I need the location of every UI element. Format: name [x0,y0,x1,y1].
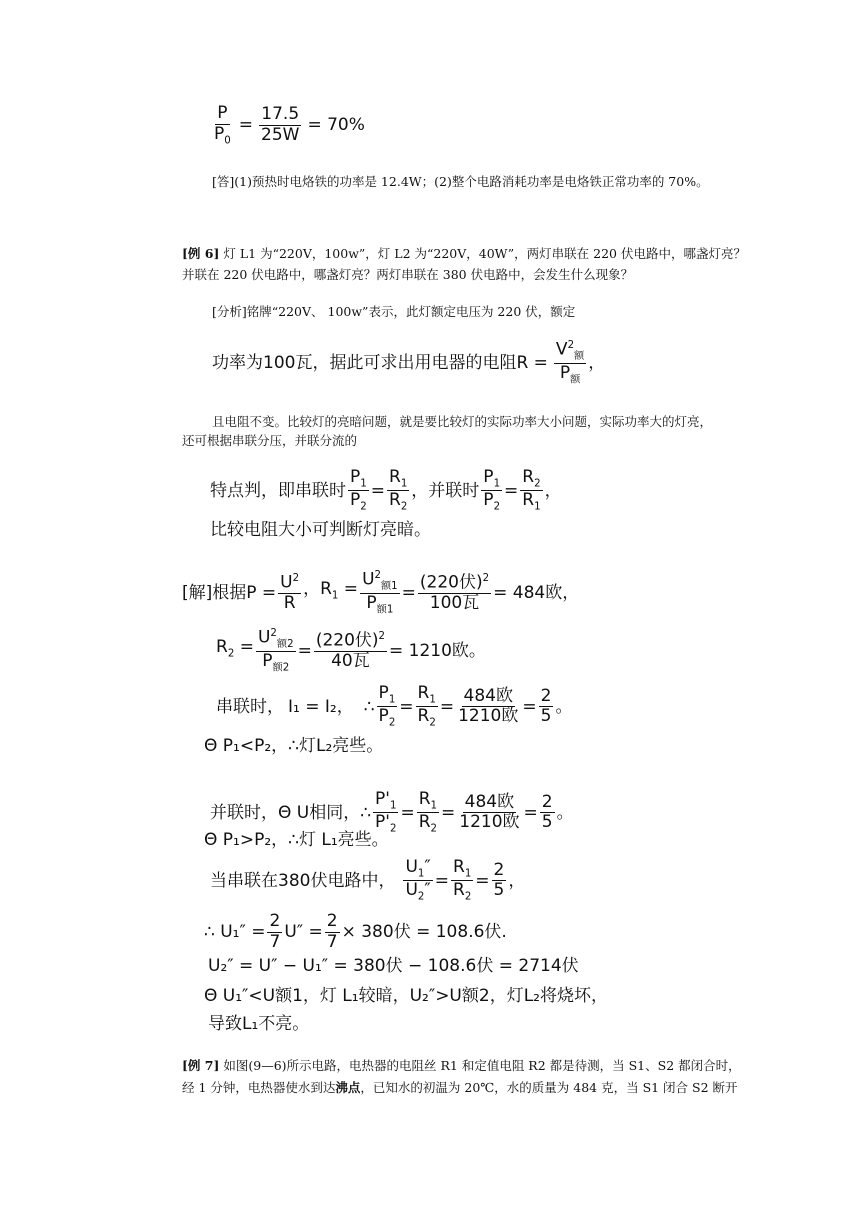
series-conclusion: Θ P₁<P₂，∴灯L₂亮些。 [204,736,384,756]
example7-line2: 经 1 分钟，电热器使水到达沸点，已知水的初温为 20℃，水的质量为 484 克，当 S1 闭合 S2 断开 [182,1080,738,1095]
note-line1: 且电阻不变。比较灯的亮暗问题，就是要比较灯的实际功率大小问题，实际功率大的灯亮， [212,414,713,429]
rule-formula: 特点判，即串联时 $\frac{P_1}{P_2}$ = $\frac{R_1}{R_2}$ ，并联时 $\frac{P_1}{P_2}$ = $\frac{R_2}{R_1}$ ， [210,467,562,513]
resistance-formula: 功率为100瓦，据此可求出用电器的电阻R = $\frac{V^2_额}{P_额}$ ， [212,339,606,386]
example6-line1: [例 6] 灯 L1 为“220V，100w”，灯 L2 为“220V，40W”，两灯串联在 220 伏电路中，哪盏灯亮？ [182,246,746,261]
u1-calculation: ∴ U₁″ = $\frac{2}{7}$ U″ = $\frac{2}{7}$ × 380伏 = 108.6伏. [204,911,507,952]
series380-ratio: 当串联在380伏电路中， $\frac{U_1''}{U_2''}$ = $\frac{R_1}{R_2}$ = $\frac{2}{5}$ ， [210,857,526,903]
note-line2: 还可根据串联分压，并联分流的 [182,433,358,448]
analysis-line: [分析]铭牌“220V、 100w”表示，此灯额定电压为 220 伏，额定 [212,304,576,319]
parallel-ratio: 并联时，Θ U相同，∴ $\frac{P'_1}{P'_2}$ = $\frac{R_1}{R_2}$ = $\frac{\text{484欧}}{\text{1210欧}}$ = $\frac{2}{5}$ 。 [210,789,574,835]
solution-R2: $R_2$ = $\frac{U^2_{额2}}{P_{额2}}$ = $\frac{(220伏)^2}{\text{40瓦}}$ = 1210欧。 [216,627,486,674]
final-conclusion-1: Θ U₁″<U额1，灯 L₁较暗，U₂″>U额2，灯L₂将烧坏， [204,986,608,1006]
example7-line1: [例 7] 如图(9—6)所示电路，电热器的电阻丝 R1 和定值电阻 R2 都是待测，当 S1、S2 都闭合时， [182,1058,741,1073]
u2-calculation: U₂″ = U″ − U₁″ = 380伏 − 108.6伏 = 2714伏 [208,956,579,976]
answer-line: [答](1)预热时电烙铁的功率是 12.4W；(2)整个电路消耗功率是电烙铁正常功率的 70%。 [212,174,709,189]
efficiency-formula: $\frac{P}{P_0}$ = $\frac{17.5}{25W}$ = 70% [214,103,365,146]
final-conclusion-2: 导致L₁不亮。 [208,1014,310,1034]
series-ratio: 串联时， I₁ = I₂， ∴ $\frac{P_1}{P_2}$ = $\frac{R_1}{R_2}$ = $\frac{\text{484欧}}{\text{1210欧}}$ = $\frac{2}{5}$ 。 [216,683,573,729]
parallel-conclusion: Θ P₁>P₂，∴灯 L₁亮些。 [204,830,389,850]
example6-line2: 并联在 220 伏电路中，哪盏灯亮？两灯串联在 380 伏电路中，会发生什么现象？ [182,267,634,282]
rule-conclusion: 比较电阻大小可判断灯亮暗。 [210,520,431,540]
solution-R1: [解]根据P = $\frac{U^2}{R}$ ，$R_1$ = $\frac{U^2_{额1}}{P_{额1}}$ = $\frac{(220伏)^2}{\text{100瓦}}$ = 484欧， [182,569,580,616]
